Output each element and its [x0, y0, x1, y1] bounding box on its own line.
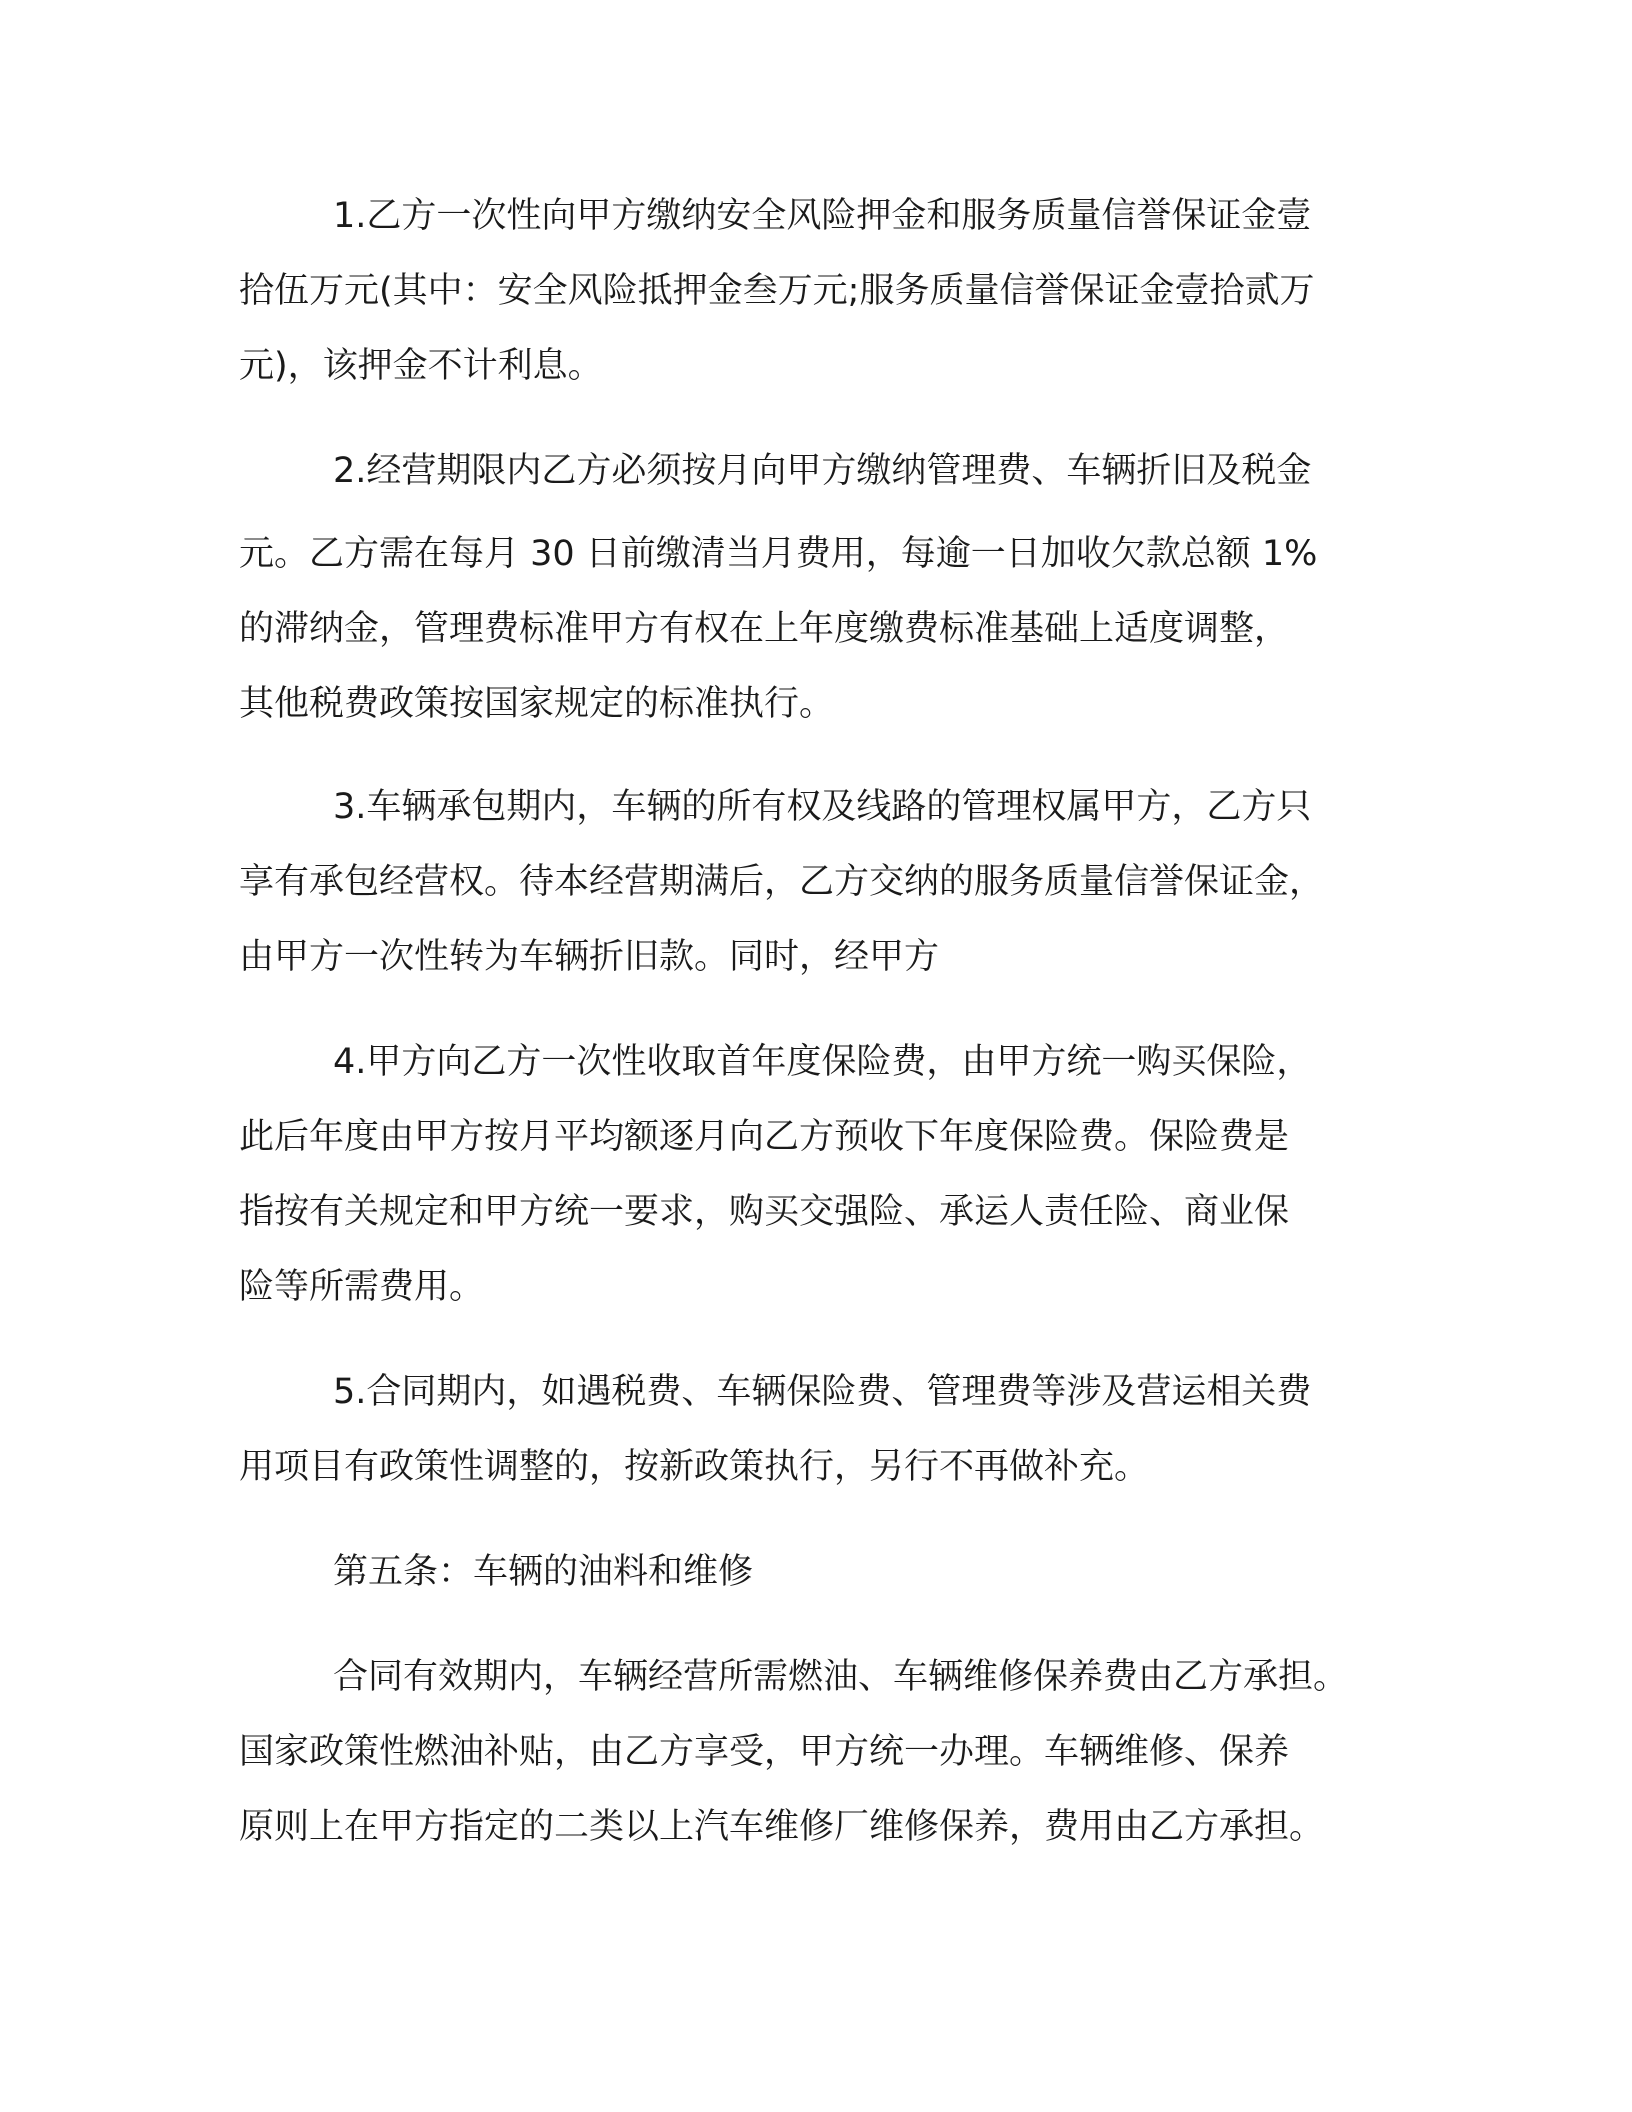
paragraph-3-line-2: 享有承包经营权。待本经营期满后，乙方交纳的服务质量信誉保证金， — [239, 862, 1325, 902]
paragraph-5-line-1: 5.合同期内，如遇税费、车辆保险费、管理费等涉及营运相关费 — [333, 1372, 1312, 1412]
paragraph-4-line-3: 指按有关规定和甲方统一要求，购买交强险、承运人责任险、商业保 — [239, 1192, 1290, 1232]
paragraph-7-line-3: 原则上在甲方指定的二类以上汽车维修厂维修保养，费用由乙方承担。 — [239, 1807, 1325, 1847]
paragraph-1-line-1: 1.乙方一次性向甲方缴纳安全风险押金和服务质量信誉保证金壹 — [333, 196, 1312, 236]
paragraph-7-line-1: 合同有效期内，车辆经营所需燃油、车辆维修保养费由乙方承担。 — [333, 1657, 1349, 1697]
paragraph-2-line-3: 的滞纳金，管理费标准甲方有权在上年度缴费标准基础上适度调整， — [239, 609, 1290, 649]
paragraph-4-line-1: 4.甲方向乙方一次性收取首年度保险费，由甲方统一购买保险， — [333, 1042, 1312, 1082]
paragraph-4-line-4: 险等所需费用。 — [239, 1267, 485, 1307]
paragraph-1-line-2: 拾伍万元(其中：安全风险抵押金叁万元;服务质量信誉保证金壹拾贰万 — [239, 271, 1315, 311]
paragraph-3-line-1: 3.车辆承包期内，车辆的所有权及线路的管理权属甲方，乙方只 — [333, 787, 1312, 827]
paragraph-2-line-2: 元。乙方需在每月 30 日前缴清当月费用，每逾一日加收欠款总额 1% — [239, 534, 1318, 574]
paragraph-1-line-3: 元)，该押金不计利息。 — [239, 346, 603, 386]
paragraph-7-line-2: 国家政策性燃油补贴，由乙方享受，甲方统一办理。车辆维修、保养 — [239, 1732, 1290, 1772]
paragraph-4-line-2: 此后年度由甲方按月平均额逐月向乙方预收下年度保险费。保险费是 — [239, 1117, 1290, 1157]
paragraph-2-line-4: 其他税费政策按国家规定的标准执行。 — [239, 684, 835, 724]
paragraph-2-line-1: 2.经营期限内乙方必须按月向甲方缴纳管理费、车辆折旧及税金 — [333, 451, 1312, 491]
paragraph-3-line-3: 由甲方一次性转为车辆折旧款。同时，经甲方 — [239, 937, 940, 977]
paragraph-5-line-2: 用项目有政策性调整的，按新政策执行，另行不再做补充。 — [239, 1447, 1150, 1487]
section-heading-article-5: 第五条：车辆的油料和维修 — [333, 1552, 754, 1592]
